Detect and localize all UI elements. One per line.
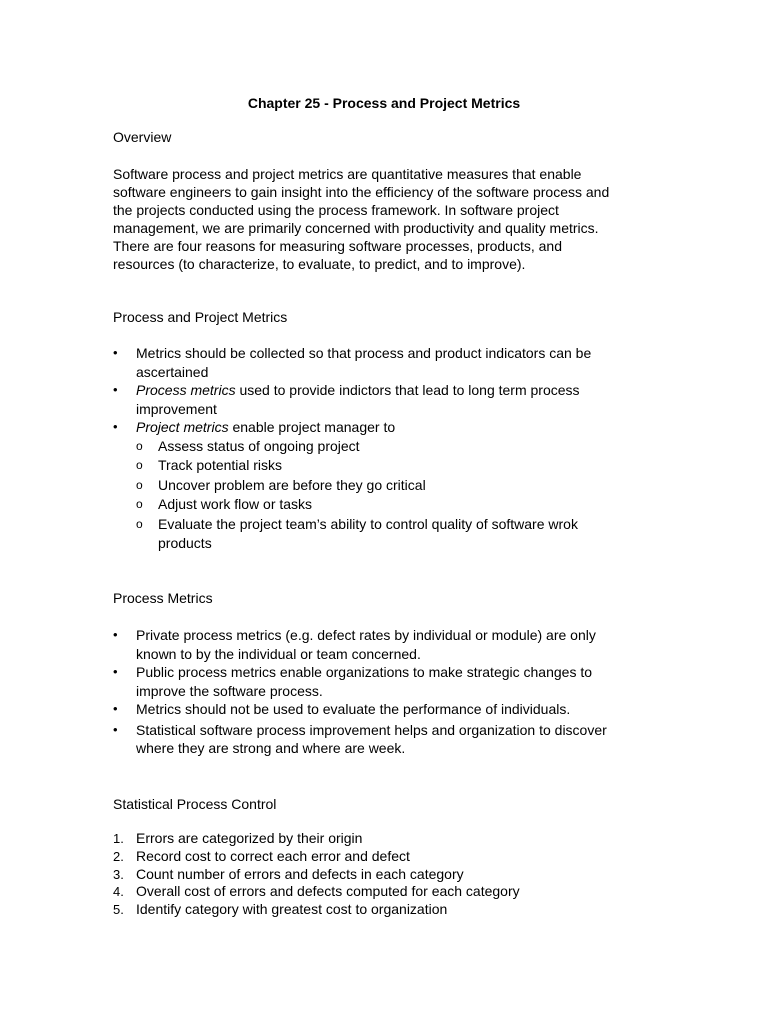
- bullet-icon: •: [113, 345, 118, 360]
- list-item: • Private process metrics (e.g. defect rates by individual or module) are only known to by the individual or team concerned.: [113, 627, 596, 662]
- project-metrics-sublist: [136, 437, 673, 554]
- numbered-item: 2. Record cost to correct each error and defect: [113, 847, 410, 864]
- numbered-item: 1. Errors are categorized by their origin: [113, 830, 363, 846]
- item-number: 4.: [113, 884, 124, 900]
- overview-line: There are four reasons for measuring software processes, products, and: [113, 238, 562, 254]
- overview-line: Software process and project metrics are quantitative measures that enable: [113, 166, 582, 182]
- process-metrics-list: [113, 626, 673, 758]
- circle-bullet-icon: o: [136, 516, 143, 531]
- numbered-item: 4. Overall cost of errors and defects computed for each category: [113, 883, 520, 900]
- sub-list-item: o Evaluate the project team’s ability to control quality of software wrok products: [136, 515, 578, 551]
- term-project-metrics: Project metrics: [136, 419, 229, 435]
- sub-list-item: o Uncover problem are before they go critical: [136, 476, 673, 496]
- overview-line: resources (to characterize, to evaluate, to predict, and to improve).: [113, 256, 526, 272]
- term-process-metrics: Process metrics: [136, 382, 236, 398]
- list-item: • Metrics should be collected so that process and product indicators can be ascertained: [113, 345, 592, 380]
- list-item: • Metrics should not be used to evaluate the performance of individuals.: [113, 701, 571, 717]
- circle-bullet-icon: o: [136, 497, 143, 511]
- item-number: 2.: [113, 848, 124, 864]
- overview-line: management, we are primarily concerned with productivity and quality metrics.: [113, 220, 599, 236]
- sub-list-item: o Assess status of ongoing project: [136, 437, 673, 457]
- list-item: • Project metrics enable project manager to o Assess status of ongoing project o Track potential risks o Uncover problem are before they go critical o Adjust work flow or tasks o Evaluate the project team’s ability to control quality of software wrok products: [113, 418, 673, 554]
- list-item: • Process metrics used to provide indictors that lead to long term process improvement: [113, 382, 580, 417]
- sub-list-item: o Adjust work flow or tasks: [136, 495, 673, 515]
- overview-line: the projects conducted using the process framework. In software project: [113, 202, 559, 218]
- page-title: Chapter 25 - Process and Project Metrics: [247, 95, 521, 111]
- overview-paragraph: [113, 165, 658, 273]
- process-metrics-heading: Process Metrics: [113, 590, 213, 606]
- statistical-process-control-heading: Statistical Process Control: [113, 796, 277, 812]
- circle-bullet-icon: o: [136, 477, 143, 492]
- bullet-icon: •: [113, 382, 118, 397]
- bullet-icon: •: [113, 664, 118, 679]
- list-item: • Public process metrics enable organizations to make strategic changes to improve the software process.: [113, 664, 593, 699]
- process-project-metrics-heading: Process and Project Metrics: [113, 309, 288, 325]
- list-item: • Statistical software process improvement helps and organization to discover where they are strong and where are week.: [113, 721, 607, 756]
- circle-bullet-icon: o: [136, 438, 143, 453]
- process-project-metrics-list: [113, 344, 673, 554]
- item-number: 1.: [113, 831, 124, 846]
- bullet-icon: •: [113, 721, 118, 737]
- bullet-icon: •: [113, 627, 118, 642]
- sub-list-item: o Track potential risks: [136, 456, 673, 476]
- statistical-process-control-list: [113, 830, 673, 919]
- numbered-item: 3. Count number of errors and defects in each category: [113, 865, 464, 882]
- bullet-icon: •: [113, 419, 118, 434]
- numbered-item: 5. Identify category with greatest cost to organization: [113, 901, 448, 918]
- item-number: 5.: [113, 902, 124, 918]
- overview-line: software engineers to gain insight into the efficiency of the software process and: [113, 184, 610, 200]
- item-number: 3.: [113, 866, 124, 882]
- overview-heading: Overview: [113, 129, 172, 145]
- circle-bullet-icon: o: [136, 458, 143, 472]
- bullet-icon: •: [113, 701, 118, 716]
